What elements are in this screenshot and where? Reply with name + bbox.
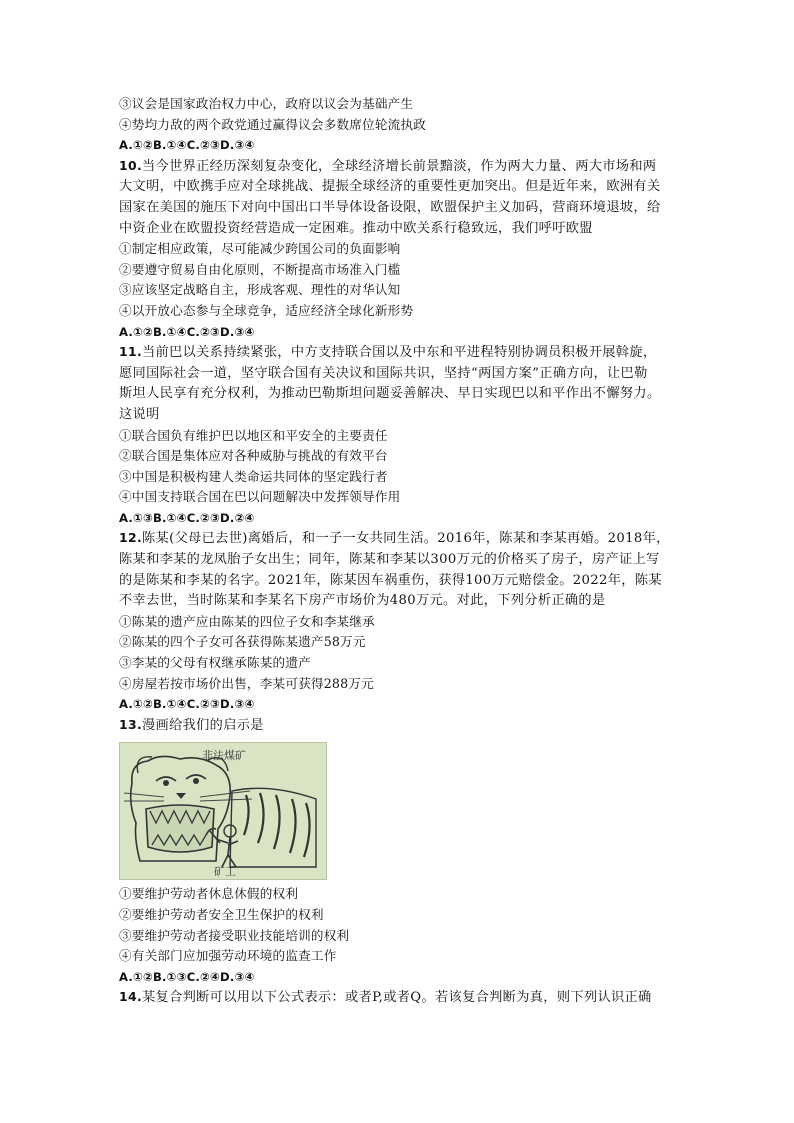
q9-option-4: ④势均力敌的两个政党通过赢得议会多数席位轮流执政 [119,116,427,132]
q10-option-1: ①制定相应政策，尽可能减少跨国公司的负面影响 [119,241,401,257]
cartoon-label-bottom: 矿工 [214,865,236,879]
q11-number: 11. [119,344,142,360]
cartoon-drawing [120,743,326,879]
q9-answer-choices: A.①②B.①④C.②③D.③④ [119,138,255,153]
exam-page [119,94,689,1009]
q12-option-4: ④房屋若按市场价出售，李某可获得288万元 [119,675,374,691]
q11-option-2: ②联合国是集体应对各种威胁与挑战的有效平台 [119,448,388,464]
q9-option-3: ③议会是国家政治权力中心，政府以议会为基础产生 [119,96,414,111]
q13-answer-choices: A.①②B.①③C.②④D.③④ [119,969,255,984]
q10-stem-line-4: 中资企业在欧盟投资经营造成一定困难。推动中欧关系行稳致远，我们呼吁欧盟 [119,220,593,236]
q12-option-1: ①陈某的遗产应由陈某的四位子女和李某继承 [119,613,375,629]
q11-stem-line-4: 这说明 [119,406,160,422]
q10-stem-line-1: 10.当今世界正经历深刻复杂变化，全球经济增长前景黯淡，作为两大力量、两大市场和两 [119,157,657,174]
q13-option-1: ①要维护劳动者休息休假的权利 [119,886,299,902]
q12-number: 12. [119,530,142,546]
cartoon-illegal-coal-mine [119,742,327,880]
q11-option-4: ④中国支持联合国在巴以问题解决中发挥领导作用 [119,489,401,505]
q11-answer-choices: A.①③B.①④C.②③D.②④ [119,510,255,525]
q11-stem-line-2: 愿同国际社会一道，坚守联合国有关决议和国际共识，坚持“两国方案”正确方向，让巴勒 [119,365,648,381]
q10-answer-choices: A.①②B.①④C.②③D.③④ [119,324,255,339]
q11-stem-line-3: 斯坦人民享有充分权利，为推动巴勒斯坦问题妥善解决、早日实现巴以和平作出不懈努力。 [119,386,661,402]
q11-option-1: ①联合国负有维护巴以地区和平安全的主要责任 [119,427,388,443]
q10-stem-line-3: 国家在美国的施压下对向中国出口半导体设备设限，欧盟保护主义加码，营商环境退坡，给 [119,199,661,215]
q12-option-2: ②陈某的四个子女可各获得陈某遗产58万元 [119,634,366,650]
q12-option-3: ③李某的父母有权继承陈某的遗产 [119,655,311,671]
q11-stem-line-1: 11.当前巴以关系持续紧张，中方支持联合国以及中东和平进程特别协调员积极开展斡旋， [119,344,657,361]
q12-stem-line-2: 陈某和李某的龙凤胎子女出生；同年，陈某和李某以300万元的价格买了房子，房产证上写 [119,552,660,568]
q13-option-3: ③要维护劳动者接受职业技能培训的权利 [119,927,350,943]
q13-option-4: ④有关部门应加强劳动环境的监查工作 [119,948,337,964]
q11-option-3: ③中国是积极构建人类命运共同体的坚定践行者 [119,468,388,484]
q14-stem-line-1: 14.某复合判断可以用以下公式表示：或者P,或者Q。若该复合判断为真，则下列认识正确 [119,989,652,1006]
q13-stem: 13.漫画给我们的启示是 [119,716,264,733]
q12-stem-line-1: 12.陈某(父母已去世)离婚后，和一子一女共同生活。2016年，陈某和李某再婚。2018年， [119,530,670,547]
q12-answer-choices: A.①②B.①④C.②③D.③④ [119,697,255,712]
q13-number: 13. [119,716,142,732]
q12-stem-line-3: 的是陈某和李某的名字。2021年，陈某因车祸重伤，获得100万元赔偿金。2022年，陈某 [119,572,662,588]
cartoon-label-top: 非法煤矿 [202,749,246,763]
q14-number: 14. [119,989,142,1005]
q10-option-3: ③应该坚定战略自主，形成客观、理性的对华认知 [119,282,401,298]
q12-stem-line-4: 不幸去世，当时陈某和李某名下房产市场价为480万元。对此，下列分析正确的是 [119,593,606,609]
q13-option-2: ②要维护劳动者安全卫生保护的权利 [119,907,324,922]
q10-option-4: ④以开放心态参与全球竞争，适应经济全球化新形势 [119,302,414,318]
q10-stem-line-2: 大文明，中欧携手应对全球挑战、提振全球经济的重要性更加突出。但是近年来，欧洲有关 [119,179,661,195]
q10-option-2: ②要遵守贸易自由化原则，不断提高市场准入门槛 [119,261,401,277]
q10-number: 10. [119,157,142,173]
